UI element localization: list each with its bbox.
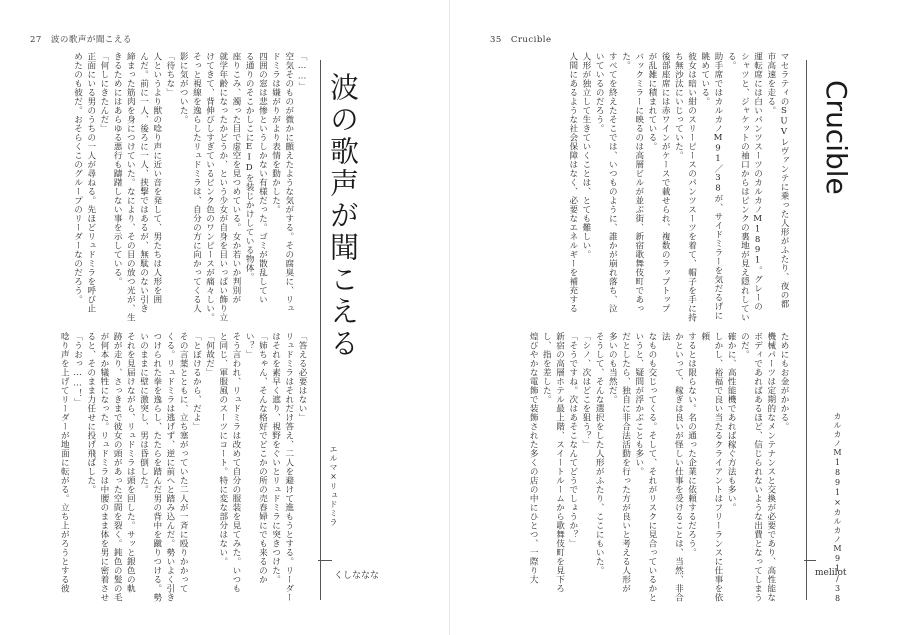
right-pairing: カルカノM1891×カルカノM91/38 (833, 412, 842, 604)
left-author-rule (318, 560, 332, 561)
right-page-header: 35 Crucible (490, 35, 552, 45)
right-body-upper: マセラティのSUVレヴァンテに乗った人形がふたり、夜の都 市高速を走る。 運転席には白いパンツスーツのカルカノM1891。グレーの シャツと、ジャケットの袖口からはピンクの裏地が見え隠れしてい る。 助手席ではカルカノM91／38が、サイドミラーを気だるげに 眺めている。 彼女は暗い紺のスリーピースのパンツスーツを着て、帽子を手に持 ち無沙汰にいじっていた。 後部座席には赤ワインがケースで載せられ、複数のラップトップ が乱雑に積まれている。 バックミラーに映るのは高層ビルが並ぶ街、新宿歌舞伎町であっ た。 すべてを終えたそこでは、いつものように、誰かが崩れ落ち、泣 いているのだろう。 人形が独立して生きていくことは、とても難しい。 人間にあるような社会保障はなく、必要なエネルギーを補充する (567, 52, 789, 322)
right-page (450, 0, 900, 635)
left-title-rule (320, 60, 321, 600)
left-body-upper: 「……」 空気そのものが微かに顫えたような気がする。その腐臭に、リュ ドミラは嫌がりがより表情を動かした。 四囲の窓は悲惨というしかない有様だった。ゴミが散乱してい る通りのそこかしこにEIDを装じかけしている物体。 座りこみ、濁った目で虚空を見つめている。女か若いか判別が 就学年齢になったかどうか、という少女が自身を目いっぱい飾り立 けてきて、背伸びしすぎているピンク色のワンピースが痛々しい。 そっと視線を逸らしたリュドミラは、自分の方に向かってくる人 影に気がついた。 「待ちな」 人というより獣の唸り声に近い音を発して、男たちは人形を囲 んだ。前に一人、後ろに一人、挟撃ではあるが、無駄のない引き 締まった筋肉を身につけていた。なにより、その目の放つ光が、生 きるためにはあらゆる悪行も躊躇しない事を示している。 「何しにきたんだ」 正面にいる男のうちの一人が尋ねる。先ほどリュドミラを呼び止 めたのも彼だ。おそらくこのグループのリーダーなのだろう。 (72, 52, 307, 322)
left-body-lower: 「答える必要はない」 リュドミラはそれだけ答え、二人を避けて進もうとする。リーダー はそれを素早く遮り、視野をぐいとリュドミラに突きつけた。 「姉ちゃん、そんな格好でどこかの所の売春婦にでも来るのかい？」 そう言われ、リュドミラは改めて自分の服装を見てみた。いつも と同じ、軍服風のスーツにコート。特に変な部分はない。 「何故だ」 「とぼけるから、だよ」 その言葉とともに、立ち塞がっていた二人が一斉に殴りかかって くる。リュドミラは逃げず、逆に前へと踏み込んだ。勢いよく引き つけられた拳を逸らし、たたらを踏んだ男の背中を蹴りつける。勢 いのままに壁に激突し、男は昏倒した。 それを見届けながら、リュドミラは頭を回した。サッと銀色の軌 跡が走り、さっきまで彼女の頭があった空間を裂く。鈍色の髪の毛 が何本か犠牲になった。リュドミラは中腰のまま体を男に密着させ ると、そのまま力任せに投げ飛ばした。 「うおっ……！」 唸り声を上げてリーダーが地面に転がる。立ち上がろうとする彼 (59, 332, 307, 602)
left-pairing: エルマ×リュドミラ (329, 445, 338, 527)
right-story-title: Crucible (820, 80, 853, 195)
right-title-rule (806, 60, 807, 600)
right-author-rule (804, 560, 816, 561)
left-story-title: 波の歌声が聞こえる (326, 72, 360, 360)
left-page-header: 27 波の歌声が聞こえる (30, 35, 132, 45)
right-body-lower: ためにもお金がかかる。 機械パーツは定期的なメンテナンスと交換が必要であり、高性能な ボディであればあるほど、信じられないような出費となってしまう のだ。 確かに、高性能機であれば稼ぐ方法も多い。 しかし、裕福で良い当たるクライアントはフリーランスに仕事を依頼 するとは限らない。名の通った企業に依頼するだろう。 かといって、稼ぎは良いが怪しい仕事を受けることは、当然、非合法 なものも交じってくる。そして、それがリスクに見合っているかと いうと、疑問が浮かぶことも多い。 だとしたら、独自に非合法活動を行った方が良いと考える人形が 多いのも当然だ。 そうして、そんな選択をした人形がふたり、ここにもいた。 「シノ、次はどこを狙う？」 「そうですね。次はあそこなんてどうでしょうか？」 新宿の高層ホテル最上階、スイートルームから歌舞伎町を見下ろ し、指を差した。 煌びやかな電飾で装飾された多くの店の中にひとつ、一際り大 (528, 332, 789, 602)
right-author: melilot (815, 568, 847, 578)
left-author: くしななな (334, 571, 380, 581)
